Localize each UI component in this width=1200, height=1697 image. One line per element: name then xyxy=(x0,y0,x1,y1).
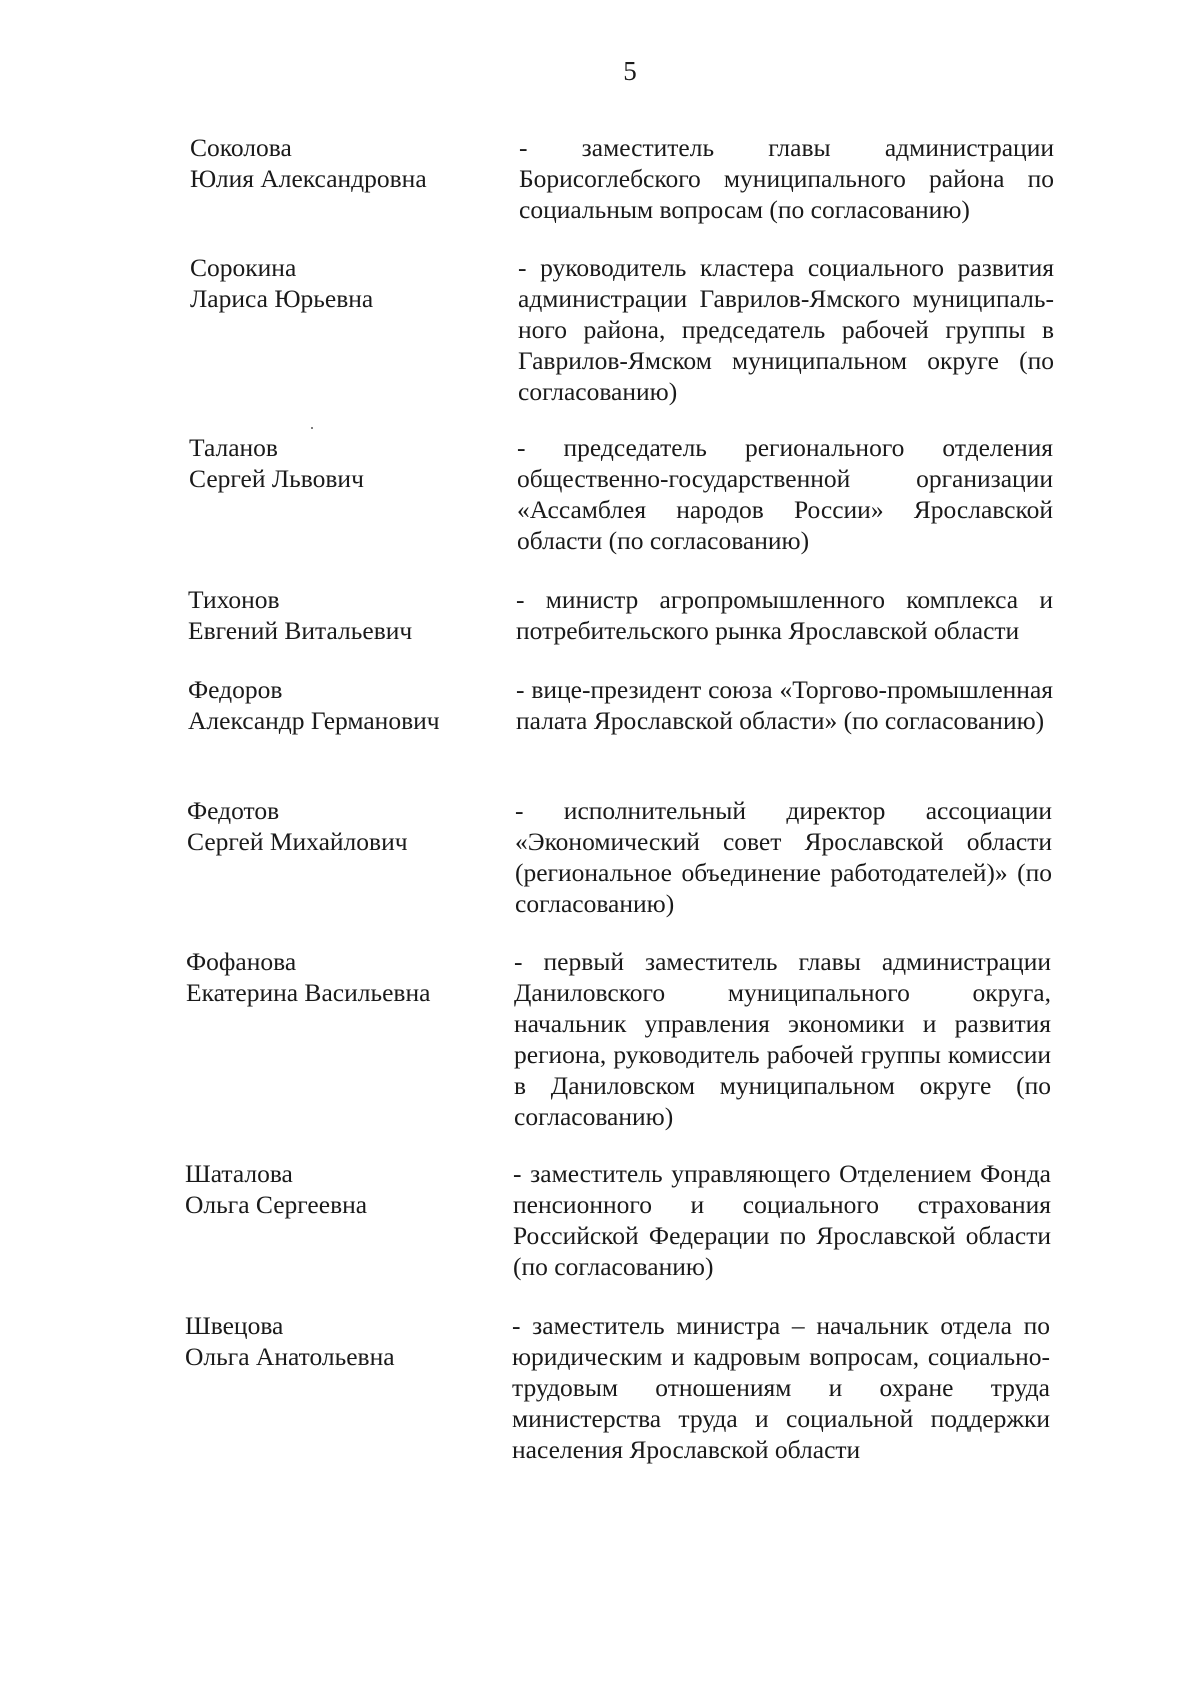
member-position: - руководитель кластера социального развития администрации Гаврилов-Ямского муниципального района, председатель рабочей группы в Гаврилов-Ямском муниципальном округе (по согласованию) xyxy=(518,253,1054,406)
member-name xyxy=(186,946,430,1008)
member-given-names: Александр Германович xyxy=(188,706,440,735)
member-position: - исполнительный директор ассоциации «Экономический совет Ярославской области (региональное объединение работодателей)» (по согласованию) xyxy=(515,796,1052,918)
member-given-names: Сергей Львович xyxy=(189,464,364,493)
member-position: - министр агропромышленного комплекса и потребительского рынка Ярославской области xyxy=(516,585,1053,645)
scan-speck xyxy=(311,427,313,429)
page-number: 5 xyxy=(623,56,637,86)
member-given-names: Евгений Витальевич xyxy=(188,616,413,645)
member-position: - вице-президент союза «Торгово-промышленная палата Ярославской области» (по согласованию) xyxy=(516,675,1053,735)
member-surname: Швецова xyxy=(185,1311,284,1340)
member-given-names: Юлия Александровна xyxy=(190,164,427,193)
member-given-names: Лариса Юрьевна xyxy=(190,284,374,313)
member-surname: Федоров xyxy=(188,675,283,704)
member-given-names: Ольга Анатольевна xyxy=(185,1342,395,1371)
member-name xyxy=(190,252,373,314)
member-given-names: Сергей Михайлович xyxy=(187,827,408,856)
member-surname: Шаталова xyxy=(185,1159,293,1188)
member-surname: Таланов xyxy=(189,433,278,462)
member-surname: Тихонов xyxy=(188,585,280,614)
member-name xyxy=(188,674,440,736)
member-name xyxy=(185,1158,367,1220)
member-position: - заместитель управляющего Отделением Фонда пенсионного и социального страхования Российской Федерации по Ярославской области (по согласованию) xyxy=(513,1159,1051,1281)
member-surname: Фофанова xyxy=(186,947,297,976)
member-given-names: Ольга Сергеевна xyxy=(185,1190,368,1219)
member-position: - первый заместитель главы администрации Даниловского муниципального округа, начальник управления экономики и развития региона, руководитель рабочей группы комиссии в Даниловском муниципальном округе (по согласованию) xyxy=(514,947,1051,1131)
member-surname: Сорокина xyxy=(190,253,297,282)
member-given-names: Екатерина Васильевна xyxy=(186,978,431,1007)
member-name xyxy=(185,1310,395,1372)
member-position: - заместитель главы администрации Борисоглебского муниципального района по социальным вопросам (по согласованию) xyxy=(519,133,1054,224)
member-position: - заместитель министра – начальник отдела по юридическим и кадровым вопросам, социально-трудовым отношениям и охране труда министерства труда и социальной поддержки населения Ярославской области xyxy=(512,1311,1050,1464)
member-name xyxy=(187,795,408,857)
member-name xyxy=(188,584,412,646)
member-position: - председатель регионального отделения общественно-государственной организации «Ассамблея народов России» Ярославской области (по согласованию) xyxy=(517,433,1053,555)
member-surname: Соколова xyxy=(190,133,292,162)
member-name xyxy=(190,132,427,194)
member-surname: Федотов xyxy=(187,796,280,825)
member-name xyxy=(189,432,364,494)
